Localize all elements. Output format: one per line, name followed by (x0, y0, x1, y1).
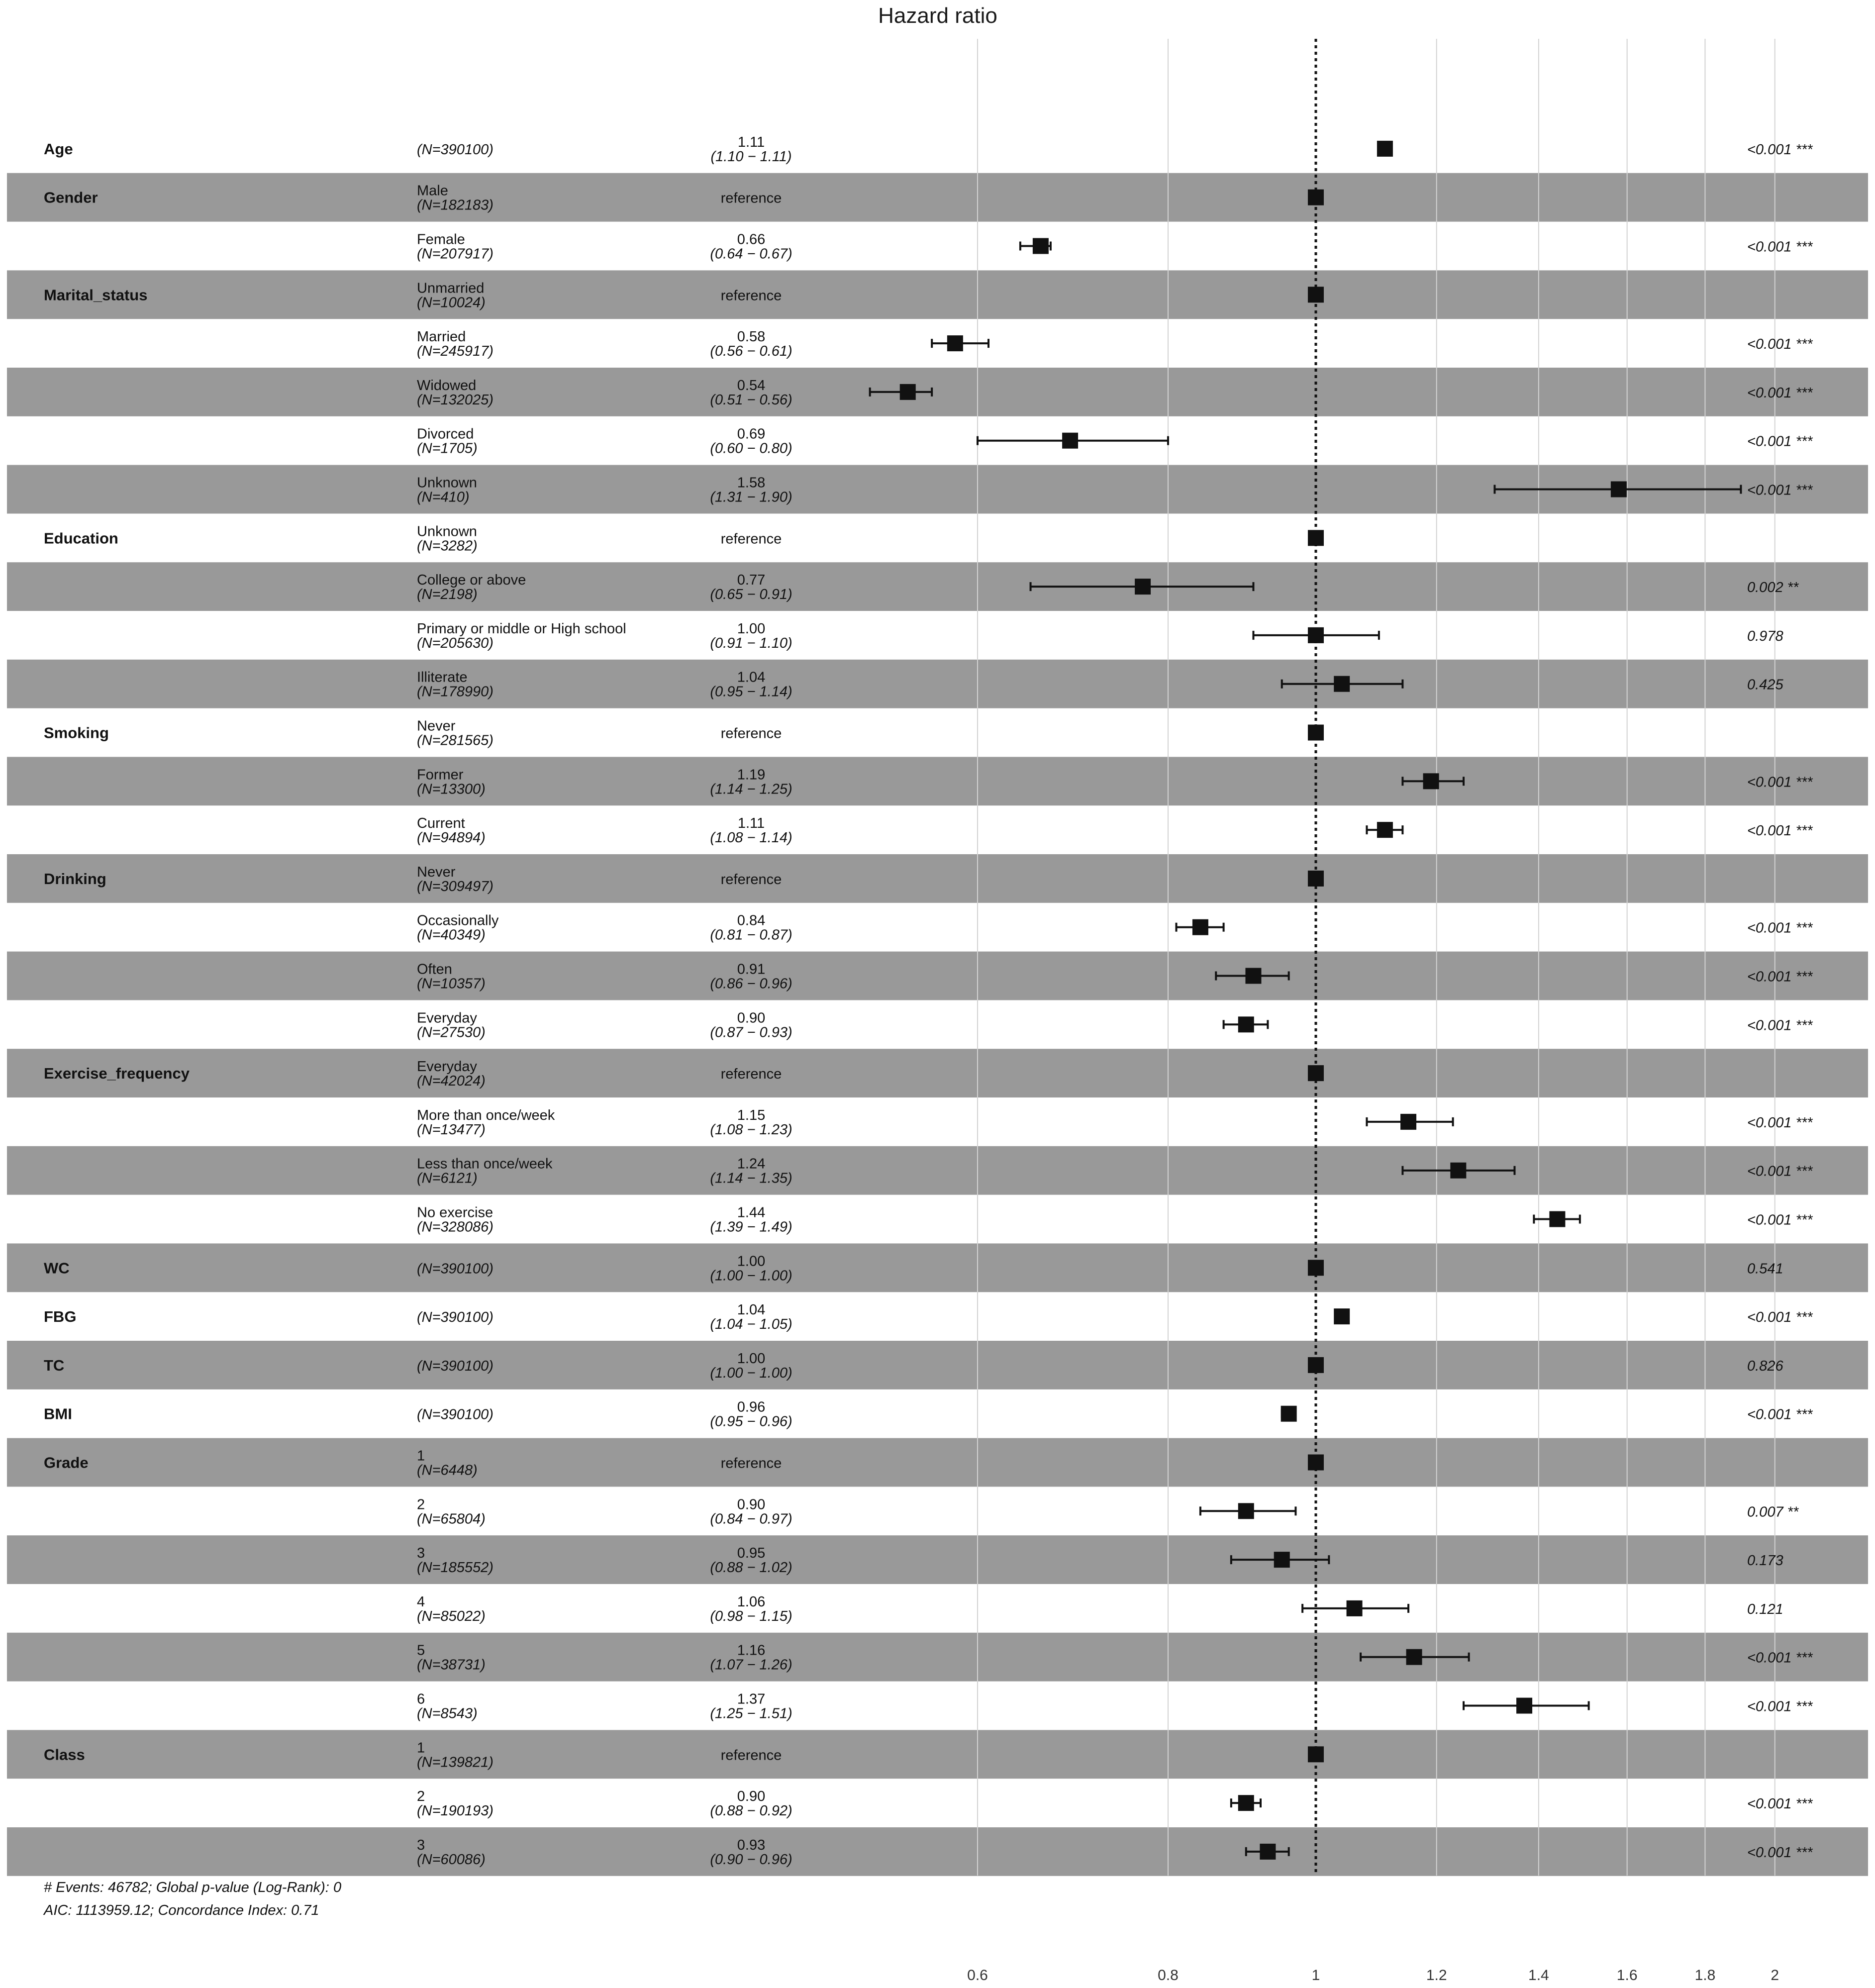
level-label: Less than once/week (417, 1156, 553, 1172)
p-value-label: <0.001 *** (1747, 774, 1813, 791)
level-label: More than once/week (417, 1107, 555, 1123)
row-shade (7, 1341, 1868, 1390)
ci-label: (1.08 − 1.23) (710, 1121, 792, 1138)
n-label: (N=60086) (417, 1851, 486, 1868)
ci-label: (1.39 − 1.49) (710, 1219, 792, 1235)
variable-label: Age (44, 140, 73, 158)
variable-label: FBG (44, 1308, 77, 1326)
estimate-label: reference (720, 1066, 782, 1083)
ci-label: (1.31 − 1.90) (710, 489, 792, 505)
p-value-label: <0.001 *** (1747, 969, 1813, 985)
n-label: (N=182183) (417, 197, 493, 213)
level-label: Unknown (417, 475, 477, 491)
level-label: 4 (417, 1593, 425, 1610)
estimate-label: reference (720, 190, 782, 206)
p-value-label: <0.001 *** (1747, 1309, 1813, 1326)
n-label: (N=94894) (417, 830, 486, 846)
n-label: (N=328086) (417, 1219, 493, 1235)
n-label: (N=13300) (417, 781, 486, 797)
n-label: (N=281565) (417, 732, 493, 749)
estimate-label: 0.84 (737, 912, 766, 929)
n-label: (N=13477) (417, 1121, 486, 1138)
estimate-label: 1.37 (737, 1691, 766, 1707)
estimate-label: 0.69 (737, 426, 766, 442)
estimate-label: 0.58 (737, 329, 766, 345)
estimate-label: 0.93 (737, 1837, 766, 1853)
x-tick-label: 1.8 (1694, 1967, 1716, 1984)
level-label: Never (417, 864, 456, 880)
estimate-label: 1.44 (737, 1204, 766, 1221)
p-value-label: 0.425 (1747, 677, 1783, 693)
row-shade (7, 1243, 1868, 1292)
estimate-label: 1.04 (737, 669, 766, 686)
ci-label: (0.95 − 1.14) (710, 684, 792, 700)
level-label: Female (417, 231, 465, 248)
estimate-label: 0.66 (737, 231, 766, 248)
estimate-marker (1260, 1844, 1276, 1860)
estimate-marker (1308, 287, 1324, 302)
level-label: 3 (417, 1837, 425, 1853)
estimate-marker (1245, 968, 1261, 984)
ci-label: (0.88 − 1.02) (710, 1560, 792, 1576)
ci-label: (1.10 − 1.11) (710, 148, 792, 165)
n-label: (N=390100) (417, 141, 493, 158)
n-label: (N=139821) (417, 1754, 493, 1771)
n-label: (N=42024) (417, 1073, 486, 1090)
n-label: (N=8543) (417, 1705, 478, 1722)
estimate-marker (1308, 1746, 1324, 1762)
n-label: (N=178990) (417, 684, 493, 700)
n-label: (N=1705) (417, 440, 478, 457)
estimate-label: reference (720, 288, 782, 304)
estimate-marker (1611, 482, 1627, 497)
estimate-marker (1516, 1698, 1532, 1714)
n-label: (N=6448) (417, 1462, 478, 1479)
ci-label: (0.51 − 0.56) (710, 392, 792, 408)
estimate-label: 1.19 (737, 767, 766, 783)
p-value-label: 0.002 ** (1747, 580, 1799, 596)
chart-title: Hazard ratio (878, 3, 997, 28)
ci-label: (0.90 − 0.96) (710, 1851, 792, 1868)
ci-label: (1.00 − 1.00) (710, 1365, 792, 1381)
estimate-label: 0.77 (737, 572, 766, 589)
ci-label: (0.88 − 0.92) (710, 1803, 792, 1819)
estimate-label: 0.90 (737, 1010, 766, 1026)
ci-label: (0.95 − 0.96) (710, 1413, 792, 1430)
row-shade (7, 1438, 1868, 1487)
n-label: (N=2198) (417, 587, 478, 603)
ci-label: (1.14 − 1.35) (710, 1170, 792, 1187)
ci-label: (0.60 − 0.80) (710, 440, 792, 457)
p-value-label: <0.001 *** (1747, 141, 1813, 158)
level-label: Widowed (417, 377, 477, 394)
row-shade (7, 173, 1868, 222)
estimate-label: reference (720, 531, 782, 547)
variable-label: Education (44, 529, 118, 547)
variable-label: Drinking (44, 870, 106, 888)
p-value-label: <0.001 *** (1747, 1844, 1813, 1861)
footnote-layer (43, 1880, 341, 1918)
x-tick-label: 1.6 (1616, 1967, 1638, 1984)
estimate-marker (1423, 773, 1439, 789)
p-value-label: 0.978 (1747, 628, 1783, 644)
estimate-label: 1.04 (737, 1302, 766, 1318)
p-value-label: <0.001 *** (1747, 482, 1813, 498)
level-label: Married (417, 329, 466, 345)
ci-label: (0.98 − 1.15) (710, 1608, 792, 1624)
estimate-label: 1.58 (737, 475, 766, 491)
row-shade (7, 562, 1868, 611)
p-value-label: <0.001 *** (1747, 1796, 1813, 1812)
estimate-marker (1135, 579, 1151, 595)
estimate-marker (1308, 1455, 1324, 1471)
estimate-marker (1281, 1406, 1297, 1422)
level-label: Primary or middle or High school (417, 620, 626, 637)
estimate-marker (1347, 1600, 1363, 1616)
estimate-label: 0.95 (737, 1545, 766, 1562)
row-shade (7, 952, 1868, 1000)
n-label: (N=85022) (417, 1608, 486, 1624)
row-shade (7, 854, 1868, 903)
estimate-marker (1308, 1065, 1324, 1081)
row-shade (7, 1730, 1868, 1779)
estimate-label: 1.11 (737, 134, 765, 150)
ci-label: (1.07 − 1.26) (710, 1657, 792, 1673)
level-label: 2 (417, 1496, 425, 1513)
ci-label: (0.84 − 0.97) (710, 1511, 792, 1527)
level-label: Unknown (417, 523, 477, 540)
p-value-label: 0.541 (1747, 1261, 1783, 1277)
p-value-label: <0.001 *** (1747, 239, 1813, 255)
level-label: Divorced (417, 426, 474, 442)
estimate-label: reference (720, 1455, 782, 1472)
x-tick-label: 0.8 (1158, 1967, 1179, 1984)
ci-label: (0.81 − 0.87) (710, 927, 792, 943)
estimate-label: 1.16 (737, 1642, 766, 1659)
p-value-label: <0.001 *** (1747, 433, 1813, 450)
variable-label: BMI (44, 1405, 72, 1423)
p-value-label: <0.001 *** (1747, 385, 1813, 401)
estimate-marker (1334, 676, 1350, 692)
n-label: (N=390100) (417, 1261, 493, 1277)
row-shade (7, 660, 1868, 708)
ci-label: (0.87 − 0.93) (710, 1024, 792, 1041)
estimate-marker (900, 384, 916, 400)
level-label: 2 (417, 1789, 425, 1805)
level-label: Often (417, 961, 452, 978)
row-shade (7, 1633, 1868, 1682)
p-value-label: 0.121 (1747, 1601, 1783, 1617)
p-value-label: <0.001 *** (1747, 920, 1813, 936)
ci-label: (1.08 − 1.14) (710, 830, 792, 846)
estimate-label: 1.00 (737, 1253, 766, 1270)
estimate-marker (1450, 1163, 1466, 1179)
ci-label: (1.00 − 1.00) (710, 1268, 792, 1284)
x-axis-tick-layer (967, 1967, 1779, 1984)
level-label: 6 (417, 1691, 425, 1707)
p-value-label: <0.001 *** (1747, 1114, 1813, 1131)
estimate-label: 1.11 (737, 815, 765, 832)
p-value-label: <0.001 *** (1747, 1406, 1813, 1423)
estimate-marker (1033, 238, 1049, 254)
variable-label: Smoking (44, 724, 109, 742)
n-label: (N=6121) (417, 1170, 478, 1187)
n-label: (N=65804) (417, 1511, 486, 1527)
estimate-marker (1549, 1211, 1565, 1227)
x-tick-label: 1.4 (1528, 1967, 1549, 1984)
row-shade (7, 1827, 1868, 1876)
estimate-marker (1400, 1114, 1416, 1130)
variable-label: Marital_status (44, 286, 148, 304)
p-value-label: <0.001 *** (1747, 1212, 1813, 1228)
estimate-marker (1334, 1308, 1350, 1324)
row-shading-layer (7, 173, 1868, 1876)
estimate-label: 0.91 (737, 961, 766, 978)
x-tick-label: 2 (1771, 1967, 1779, 1984)
ci-label: (0.86 − 0.96) (710, 976, 792, 992)
n-label: (N=205630) (417, 635, 493, 651)
x-tick-label: 0.6 (967, 1967, 988, 1984)
estimate-marker (1308, 1357, 1324, 1373)
n-label: (N=27530) (417, 1024, 486, 1041)
footnote-line: # Events: 46782; Global p-value (Log-Rank): 0 (44, 1880, 342, 1895)
level-label: Current (417, 815, 465, 832)
n-label: (N=390100) (417, 1358, 493, 1374)
n-label: (N=190193) (417, 1803, 493, 1819)
row-shade (7, 757, 1868, 805)
estimate-marker (1238, 1016, 1254, 1032)
level-label: Male (417, 183, 448, 199)
estimate-marker (1308, 190, 1324, 205)
footnote-line: AIC: 1113959.12; Concordance Index: 0.71 (44, 1902, 319, 1918)
n-label: (N=3282) (417, 538, 478, 554)
x-tick-label: 1.2 (1426, 1967, 1447, 1984)
p-value-label: <0.001 *** (1747, 1163, 1813, 1180)
estimate-label: 1.00 (737, 1350, 766, 1367)
estimate-label: 0.90 (737, 1789, 766, 1805)
level-label: 1 (417, 1740, 425, 1756)
n-label: (N=245917) (417, 343, 493, 360)
n-label: (N=10357) (417, 976, 486, 992)
x-tick-label: 1 (1311, 1967, 1320, 1984)
variable-label: Gender (44, 189, 98, 206)
estimate-marker (1192, 919, 1208, 935)
p-value-label: 0.826 (1747, 1358, 1783, 1374)
variable-label: Exercise_frequency (44, 1065, 190, 1083)
ci-label: (1.25 − 1.51) (710, 1705, 792, 1722)
row-shade (7, 1049, 1868, 1097)
estimate-label: reference (720, 871, 782, 888)
n-label: (N=10024) (417, 295, 486, 311)
level-label: Former (417, 767, 464, 783)
row-shade (7, 1146, 1868, 1195)
row-shade (7, 1535, 1868, 1584)
estimate-marker (1274, 1552, 1290, 1568)
n-label: (N=410) (417, 489, 470, 505)
estimate-label: 1.24 (737, 1156, 766, 1172)
n-label: (N=38731) (417, 1657, 486, 1673)
n-label: (N=390100) (417, 1309, 493, 1326)
row-shade (7, 270, 1868, 319)
estimate-label: 0.90 (737, 1496, 766, 1513)
ci-label: (0.65 − 0.91) (710, 587, 792, 603)
ci-label: (1.14 − 1.25) (710, 781, 792, 797)
estimate-label: reference (720, 725, 782, 742)
estimate-marker (1308, 1260, 1324, 1276)
variable-label: WC (44, 1259, 70, 1277)
n-label: (N=132025) (417, 392, 493, 408)
level-label: Occasionally (417, 912, 499, 929)
level-label: College or above (417, 572, 526, 589)
level-label: Everyday (417, 1059, 477, 1075)
n-label: (N=40349) (417, 927, 486, 943)
estimate-marker (1308, 530, 1324, 546)
level-label: Unmarried (417, 280, 485, 297)
p-value-label: <0.001 *** (1747, 1017, 1813, 1034)
n-label: (N=207917) (417, 246, 493, 262)
variable-label: Grade (44, 1454, 89, 1472)
level-label: 5 (417, 1642, 425, 1659)
estimate-marker (1308, 871, 1324, 887)
estimate-label: 0.54 (737, 377, 766, 394)
estimate-label: 1.06 (737, 1593, 766, 1610)
p-value-label: <0.001 *** (1747, 1698, 1813, 1715)
estimate-marker (1308, 725, 1324, 741)
estimate-marker (1062, 433, 1078, 449)
estimate-marker (1377, 822, 1393, 838)
p-value-label: <0.001 *** (1747, 336, 1813, 353)
estimate-label: 1.00 (737, 620, 766, 637)
p-value-label: <0.001 *** (1747, 823, 1813, 839)
p-value-label: 0.173 (1747, 1553, 1783, 1569)
ci-label: (0.56 − 0.61) (710, 343, 792, 360)
n-label: (N=185552) (417, 1560, 493, 1576)
variable-label: TC (44, 1356, 65, 1374)
n-label: (N=309497) (417, 878, 493, 895)
level-label: Illiterate (417, 669, 468, 686)
row-shade (7, 368, 1868, 416)
variable-label: Class (44, 1746, 85, 1764)
estimate-label: 0.96 (737, 1399, 766, 1415)
ci-label: (0.64 − 0.67) (710, 246, 792, 262)
estimate-marker (1308, 627, 1324, 643)
estimate-label: reference (720, 1747, 782, 1764)
ci-label: (1.04 − 1.05) (710, 1316, 792, 1333)
estimate-marker (947, 335, 963, 351)
level-label: No exercise (417, 1204, 493, 1221)
level-label: Everyday (417, 1010, 477, 1026)
estimate-marker (1406, 1649, 1422, 1665)
n-label: (N=390100) (417, 1406, 493, 1423)
level-label: 1 (417, 1448, 425, 1464)
estimate-marker (1238, 1503, 1254, 1519)
ci-label: (0.91 − 1.10) (710, 635, 792, 651)
estimate-marker (1238, 1795, 1254, 1811)
level-label: 3 (417, 1545, 425, 1562)
estimate-label: 1.15 (737, 1107, 766, 1123)
estimate-marker (1377, 141, 1393, 157)
level-label: Never (417, 718, 456, 734)
p-value-label: 0.007 ** (1747, 1504, 1799, 1520)
p-value-label: <0.001 *** (1747, 1650, 1813, 1666)
